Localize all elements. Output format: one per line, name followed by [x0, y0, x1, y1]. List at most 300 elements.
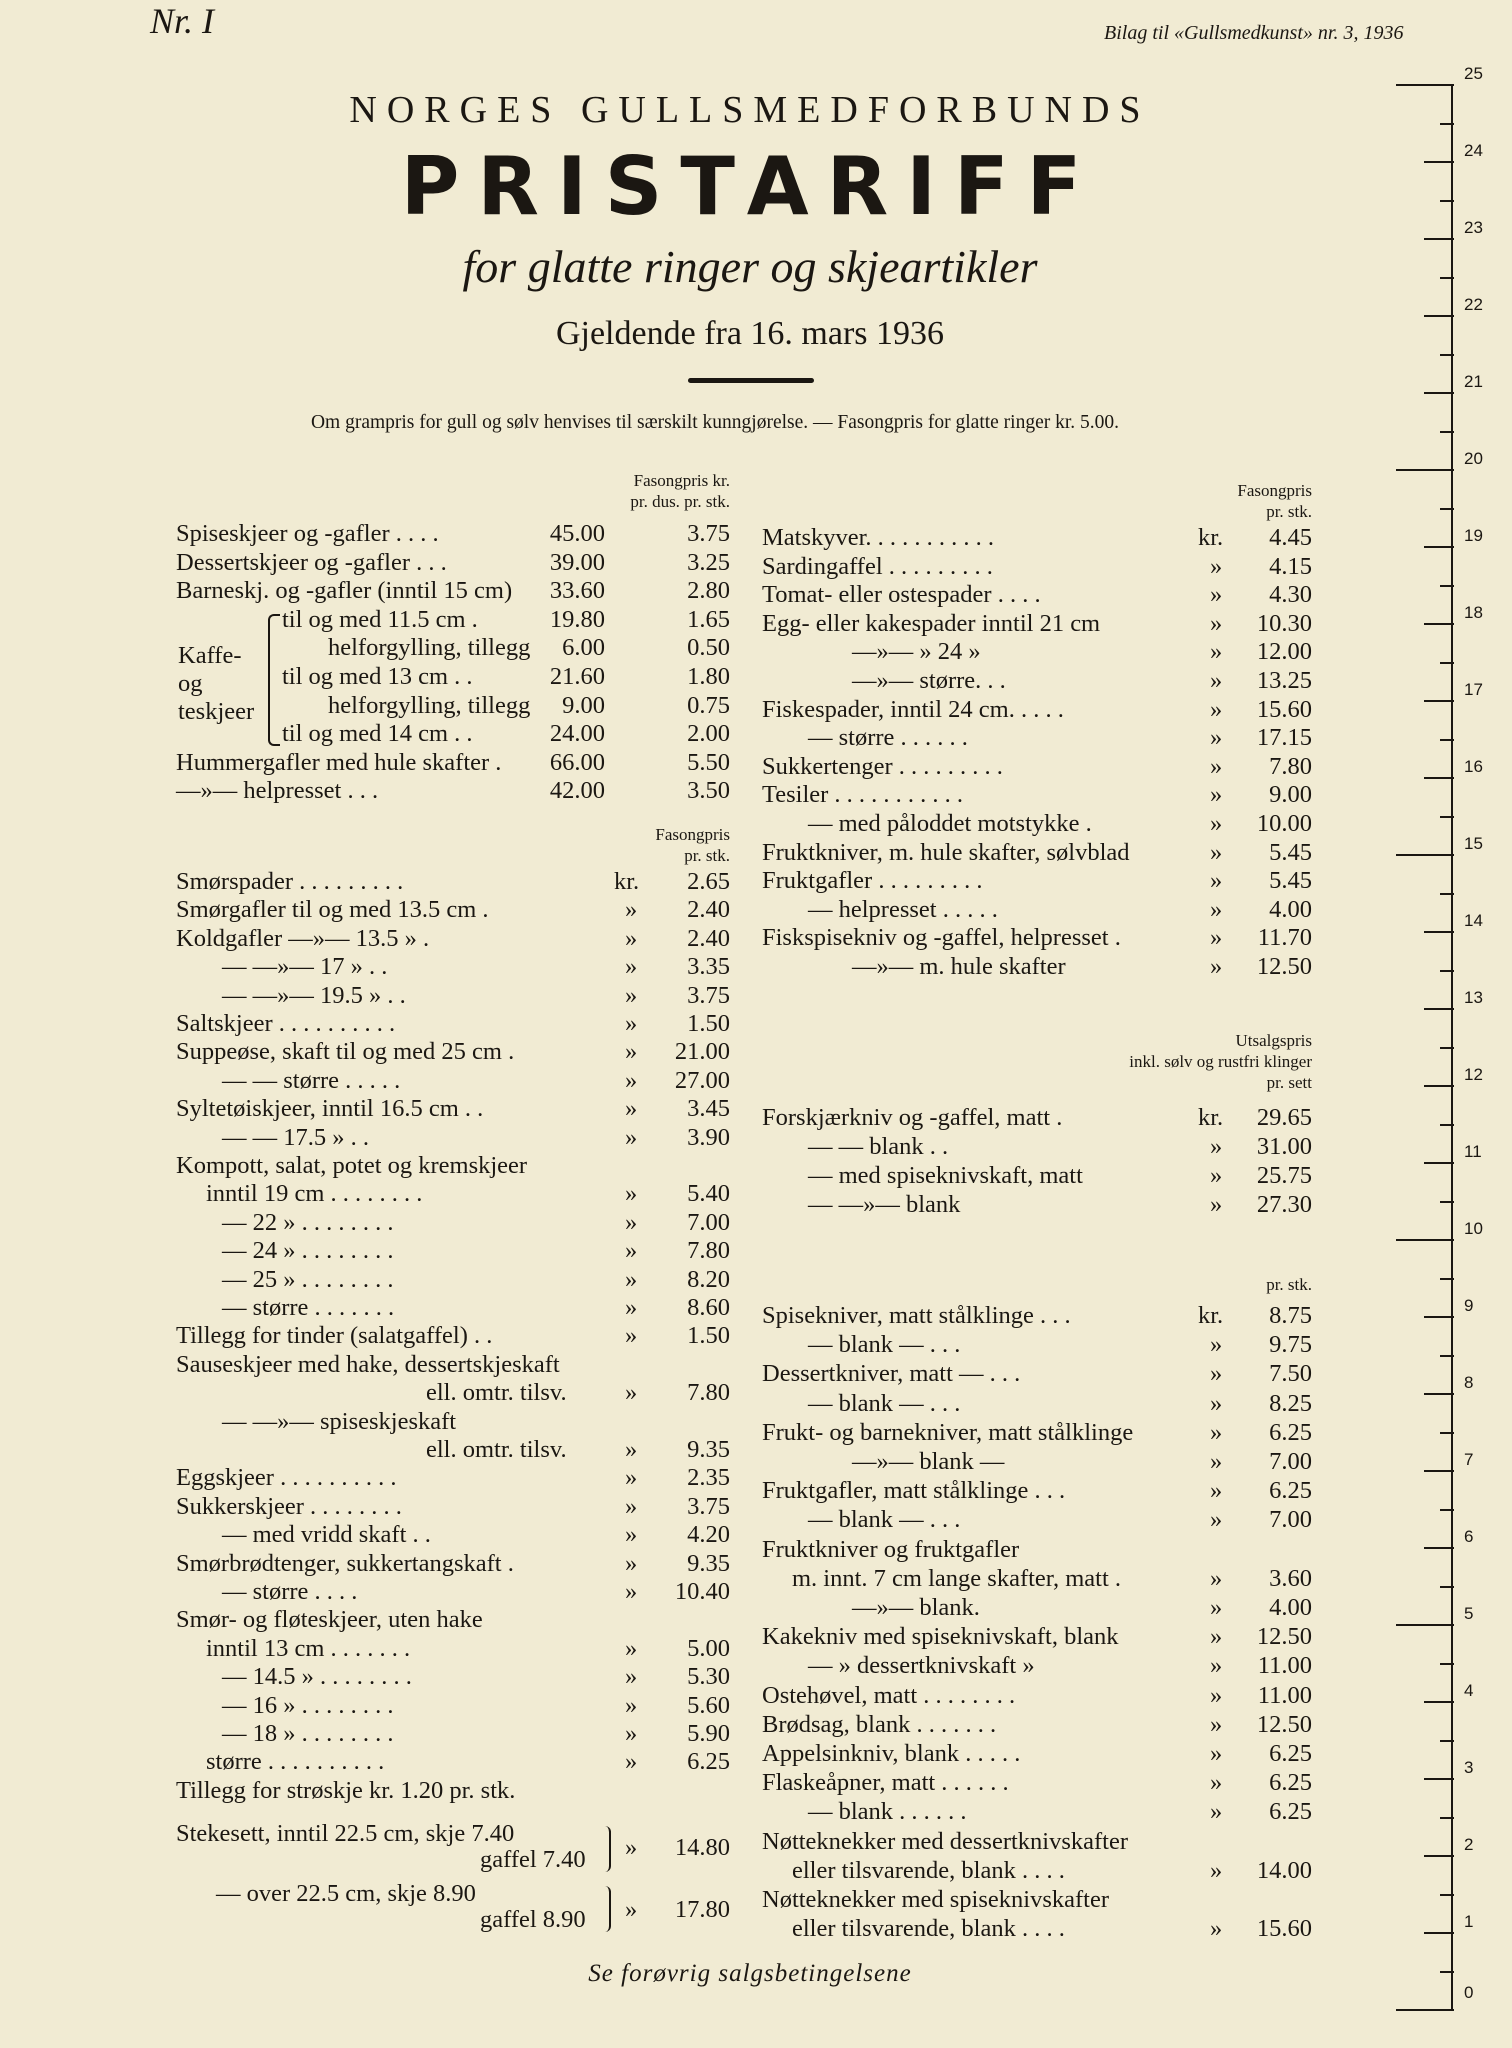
price-value: 7.00: [1269, 1506, 1312, 1533]
price-row: [762, 1565, 1322, 1593]
ruler-label: 15: [1464, 834, 1483, 853]
ruler-label: 25: [1464, 64, 1483, 83]
price-row-label: Eggskjeer . . . . . . . . . .: [176, 1464, 397, 1491]
price-row: [176, 1692, 736, 1720]
price-value: 15.60: [1256, 696, 1312, 723]
document-title: PRISTARIFF: [400, 140, 1100, 233]
price-per-dozen: 24.00: [549, 720, 605, 747]
ruler-label: 12: [1464, 1065, 1483, 1084]
ruler-cm-tick: [1396, 469, 1454, 471]
price-row-label: Dessertkniver, matt — . . .: [762, 1360, 1021, 1387]
ruler-cm-tick: [1424, 238, 1454, 240]
price-row-label: — — større . . . . .: [222, 1067, 401, 1094]
price-row: [762, 896, 1322, 924]
price-unit: »: [1210, 581, 1223, 608]
price-row-label: Fruktkniver og fruktgafler: [762, 1536, 1020, 1563]
price-value: 7.00: [687, 1209, 730, 1236]
price-unit: »: [1210, 1594, 1223, 1621]
price-row: [762, 810, 1322, 838]
price-unit: »: [1210, 1477, 1223, 1504]
price-row: [762, 1506, 1322, 1534]
price-row-label: —»— større. . .: [852, 667, 1006, 694]
price-row: [176, 634, 736, 662]
price-row: [762, 1419, 1322, 1447]
price-per-dozen: 21.60: [549, 663, 605, 690]
left-header-1: [560, 470, 730, 512]
right-header-2-line2: inkl. sølv og rustfri klinger: [1129, 1052, 1312, 1071]
price-unit: »: [1210, 1623, 1223, 1650]
left-header-2-line2: pr. stk.: [684, 846, 730, 865]
price-row-label: — — 17.5 » . .: [222, 1124, 369, 1151]
price-unit: »: [1210, 1191, 1223, 1218]
price-unit: »: [625, 1748, 638, 1775]
price-row: [176, 549, 736, 577]
price-value: 11.00: [1257, 1652, 1312, 1679]
ruler-cm-tick: [1424, 1316, 1454, 1318]
price-per-dozen: 33.60: [549, 577, 605, 604]
price-row: [176, 692, 736, 720]
price-row: [762, 1798, 1322, 1826]
price-row-label: Tillegg for strøskje kr. 1.20 pr. stk.: [176, 1777, 516, 1804]
price-unit: »: [1210, 924, 1223, 951]
price-row-label: Frukt- og barnekniver, matt stålklinge: [762, 1419, 1134, 1446]
price-row: [176, 1067, 736, 1095]
price-row: [762, 553, 1322, 581]
price-per-piece: 2.00: [687, 720, 730, 747]
price-value: 6.25: [1269, 1798, 1312, 1825]
price-row-label: — 22 » . . . . . . . .: [222, 1209, 394, 1236]
pricing-note: Om grampris for gull og sølv henvises til særskilt kunngjørelse. — Fasongpris for glatte ringer kr. 5.00.: [310, 412, 1120, 433]
price-value: 3.45: [687, 1095, 730, 1122]
price-row: [176, 1748, 736, 1776]
price-row: [762, 1623, 1322, 1651]
price-row-label: — blank . . . . . .: [808, 1798, 967, 1825]
left-header-2-line1: Fasongpris: [655, 825, 730, 844]
price-unit: »: [1210, 1682, 1223, 1709]
price-value: 8.75: [1269, 1302, 1312, 1329]
price-unit: »: [625, 1322, 638, 1349]
ruler-cm-tick: [1424, 931, 1454, 933]
price-per-piece: 3.50: [687, 777, 730, 804]
price-row: [176, 663, 736, 691]
price-unit: »: [625, 1720, 638, 1747]
price-unit: »: [625, 1521, 638, 1548]
price-unit: »: [625, 1294, 638, 1321]
price-row-label: Sauseskjeer med hake, dessertskjeskaft: [176, 1351, 560, 1378]
price-unit: »: [1210, 896, 1223, 923]
price-row: [762, 1104, 1322, 1132]
price-value: 5.30: [687, 1663, 730, 1690]
price-value: 3.60: [1269, 1565, 1312, 1592]
ruler-cm-tick: [1424, 315, 1454, 317]
ruler-cm-tick: [1396, 2009, 1454, 2011]
stekesett-a-unit: »: [625, 1834, 638, 1861]
price-unit: »: [625, 1692, 638, 1719]
ruler-half-tick: [1440, 508, 1454, 510]
price-row-label: — —»— 19.5 » . .: [222, 982, 406, 1009]
price-value: 17.15: [1256, 724, 1312, 751]
price-row-label: Dessertskjeer og -gafler . . .: [176, 549, 447, 576]
right-header-2-line1: Utsalgspris: [1235, 1031, 1312, 1050]
price-row-label: — helpresset . . . . .: [808, 896, 998, 923]
price-unit: »: [1210, 696, 1223, 723]
price-row-label: eller tilsvarende, blank . . . .: [792, 1857, 1065, 1884]
price-unit: »: [625, 953, 638, 980]
price-row-label: til og med 13 cm . .: [282, 663, 473, 690]
price-value: 6.25: [1269, 1740, 1312, 1767]
price-per-piece: 2.80: [687, 577, 730, 604]
price-row-label: eller tilsvarende, blank . . . .: [792, 1915, 1065, 1942]
price-value: 4.45: [1269, 524, 1312, 551]
ruler-half-tick: [1440, 1124, 1454, 1126]
ruler-cm-tick: [1424, 1470, 1454, 1472]
stekesett-row-a-price: [176, 1834, 736, 1862]
right-header-2-line3: pr. sett: [1266, 1073, 1312, 1092]
ruler-cm-tick: [1396, 854, 1454, 856]
price-row-label: — 18 » . . . . . . . .: [222, 1720, 394, 1747]
price-unit: »: [625, 1493, 638, 1520]
ruler-label: 7: [1464, 1450, 1474, 1469]
price-value: 2.40: [687, 925, 730, 952]
ruler-half-tick: [1440, 1201, 1454, 1203]
price-row: [762, 1594, 1322, 1622]
price-row-label: Fiskespader, inntil 24 cm. . . . .: [762, 696, 1064, 723]
ruler-half-tick: [1440, 1047, 1454, 1049]
price-row-label: Flaskeåpner, matt . . . . . .: [762, 1769, 1009, 1796]
price-unit: »: [625, 1180, 638, 1207]
price-per-piece: 0.75: [687, 692, 730, 719]
price-row-label: Tillegg for tinder (salatgaffel) . .: [176, 1322, 493, 1349]
price-row-label: —»— m. hule skafter: [852, 953, 1066, 980]
kaffe-label-line1: Kaffe-: [178, 642, 242, 669]
ruler-label: 0: [1464, 1983, 1474, 2002]
document-number: Nr. I: [150, 1, 215, 41]
price-row: [176, 1379, 736, 1407]
price-unit: »: [1210, 1711, 1223, 1738]
price-value: 9.35: [687, 1550, 730, 1577]
price-value: 9.00: [1269, 781, 1312, 808]
price-unit: kr.: [614, 868, 640, 895]
ruler-label: 19: [1464, 526, 1483, 545]
price-unit: »: [1210, 1390, 1223, 1417]
price-row-label: Saltskjeer . . . . . . . . . .: [176, 1010, 396, 1037]
price-unit: »: [625, 1038, 638, 1065]
organization-name: NORGES GULLSMEDFORBUNDS: [349, 89, 1151, 131]
price-row: [176, 1038, 736, 1066]
price-value: 10.00: [1256, 810, 1312, 837]
price-unit: »: [1210, 1162, 1223, 1189]
supplement-note: Bilag til «Gullsmedkunst» nr. 3, 1936: [1104, 22, 1404, 44]
price-value: 6.25: [1269, 1477, 1312, 1504]
price-row: [762, 524, 1322, 552]
price-unit: »: [1210, 1915, 1223, 1942]
ruler-half-tick: [1440, 354, 1454, 356]
price-row-label: Koldgafler —»— 13.5 » .: [176, 925, 430, 952]
price-unit: »: [625, 1635, 638, 1662]
ruler-cm-tick: [1424, 1932, 1454, 1934]
ruler-label: 3: [1464, 1758, 1474, 1777]
price-value: 4.30: [1269, 581, 1312, 608]
price-row-label: Brødsag, blank . . . . . . .: [762, 1711, 997, 1738]
price-unit: »: [1210, 1740, 1223, 1767]
price-value: 2.40: [687, 896, 730, 923]
price-unit: »: [625, 1578, 638, 1605]
ruler-cm-tick: [1396, 1239, 1454, 1241]
price-unit: »: [625, 1209, 638, 1236]
price-value: 7.80: [687, 1379, 730, 1406]
price-row: [176, 953, 736, 981]
price-row-label: —»— » 24 »: [852, 638, 981, 665]
price-row: [176, 1635, 736, 1663]
price-row: [176, 1521, 736, 1549]
price-row: [176, 1720, 736, 1748]
ruler-half-tick: [1440, 1663, 1454, 1665]
price-value: 14.00: [1256, 1857, 1312, 1884]
price-row: [176, 1095, 736, 1123]
price-value: 6.25: [687, 1748, 730, 1775]
price-unit: »: [1210, 1798, 1223, 1825]
ruler-label: 24: [1464, 141, 1483, 160]
right-header-1: [1180, 480, 1312, 522]
price-row-label: Spisekniver, matt stålklinge . . .: [762, 1302, 1071, 1329]
price-row-label: Sukkertenger . . . . . . . . .: [762, 753, 1003, 780]
price-value: 7.00: [1269, 1448, 1312, 1475]
price-unit: »: [1210, 753, 1223, 780]
price-row: [762, 1886, 1322, 1914]
price-unit: »: [1210, 1652, 1223, 1679]
price-unit: »: [1210, 1360, 1223, 1387]
price-row: [176, 1322, 736, 1350]
price-unit: »: [625, 1464, 638, 1491]
price-value: 5.90: [687, 1720, 730, 1747]
price-value: 11.00: [1257, 1682, 1312, 1709]
price-row-label: Fiskspisekniv og -gaffel, helpresset .: [762, 924, 1121, 951]
price-row-label: Hummergafler med hule skafter .: [176, 749, 502, 776]
price-row: [176, 606, 736, 634]
ruler-half-tick: [1440, 893, 1454, 895]
price-value: 12.50: [1256, 1623, 1312, 1650]
price-value: 9.35: [687, 1436, 730, 1463]
title-rule: [688, 378, 814, 383]
price-row-label: — 24 » . . . . . . . .: [222, 1237, 394, 1264]
price-value: 8.25: [1269, 1390, 1312, 1417]
price-row: [762, 1191, 1322, 1219]
ruler-label: 22: [1464, 295, 1483, 314]
ruler-cm-tick: [1424, 1855, 1454, 1857]
price-per-dozen: 42.00: [549, 777, 605, 804]
ruler-half-tick: [1440, 816, 1454, 818]
price-value: 12.50: [1256, 953, 1312, 980]
price-row: [176, 1493, 736, 1521]
price-row-label: —»— blank —: [852, 1448, 1005, 1475]
ruler-half-tick: [1440, 1355, 1454, 1357]
right-header-2: [1000, 1030, 1312, 1093]
price-unit: »: [1210, 867, 1223, 894]
price-value: 10.30: [1256, 610, 1312, 637]
price-value: 9.75: [1269, 1331, 1312, 1358]
price-row-label: — større . . . .: [222, 1578, 358, 1605]
price-row-label: Fruktgafler, matt stålklinge . . .: [762, 1477, 1066, 1504]
price-row: [762, 1857, 1322, 1885]
price-per-dozen: 39.00: [549, 549, 605, 576]
price-row: [762, 781, 1322, 809]
right-header-1-line2: pr. stk.: [1266, 502, 1312, 521]
measuring-ruler: [1396, 84, 1454, 2010]
ruler-label: 18: [1464, 603, 1483, 622]
price-value: 29.65: [1256, 1104, 1312, 1131]
price-row: [176, 868, 736, 896]
price-row-label: Fruktgafler . . . . . . . . .: [762, 867, 983, 894]
price-row-label: Sardingaffel . . . . . . . . .: [762, 553, 993, 580]
price-row-label: Tesiler . . . . . . . . . . .: [762, 781, 964, 808]
price-unit: »: [1210, 638, 1223, 665]
price-row: [762, 1536, 1322, 1564]
price-unit: »: [1210, 781, 1223, 808]
price-row: [762, 1682, 1322, 1710]
price-value: 7.80: [687, 1237, 730, 1264]
price-row: [762, 610, 1322, 638]
price-row: [762, 1331, 1322, 1359]
price-row-label: — » dessertknivskaft »: [808, 1652, 1035, 1679]
price-row: [762, 753, 1322, 781]
price-value: 8.20: [687, 1266, 730, 1293]
document-subtitle: for glatte ringer og skjeartikler: [462, 241, 1038, 292]
price-row: [176, 982, 736, 1010]
price-value: 5.00: [687, 1635, 730, 1662]
ruler-cm-tick: [1424, 1778, 1454, 1780]
price-row: [762, 867, 1322, 895]
price-row: [762, 1915, 1322, 1943]
price-value: 11.70: [1257, 924, 1312, 951]
right-header-3-line1: pr. stk.: [1266, 1275, 1312, 1294]
price-unit: »: [625, 1436, 638, 1463]
ruler-cm-tick: [1424, 623, 1454, 625]
price-row-label: — —»— spiseskjeskaft: [222, 1408, 457, 1435]
price-row: [176, 1550, 736, 1578]
price-value: 3.75: [687, 1493, 730, 1520]
price-row: [762, 1133, 1322, 1161]
price-row-label: — med påloddet motstykke .: [808, 810, 1092, 837]
price-row: [762, 724, 1322, 752]
ruler-label: 10: [1464, 1219, 1483, 1238]
price-unit: »: [625, 1237, 638, 1264]
price-row: [762, 696, 1322, 724]
ruler-label: 23: [1464, 218, 1483, 237]
price-row: [762, 1448, 1322, 1476]
price-row-label: — — blank . .: [808, 1133, 949, 1160]
price-per-piece: 1.80: [687, 663, 730, 690]
price-row: [176, 1777, 736, 1805]
price-row-label: Nøtteknekker med dessertknivskafter: [762, 1828, 1129, 1855]
price-row-label: — blank — . . .: [808, 1331, 961, 1358]
price-row-label: Tomat- eller ostespader . . . .: [762, 581, 1041, 608]
price-row: [176, 1606, 736, 1634]
ruler-half-tick: [1440, 739, 1454, 741]
price-unit: »: [625, 1124, 638, 1151]
price-row-label: Ostehøvel, matt . . . . . . . .: [762, 1682, 1016, 1709]
kaffe-label-line3: teskjeer: [178, 698, 255, 725]
stekesett-b-unit: »: [625, 1896, 638, 1923]
price-row-label: Appelsinkniv, blank . . . . .: [762, 1740, 1021, 1767]
price-row: [762, 924, 1322, 952]
price-row-label: Matskyver. . . . . . . . . . .: [762, 524, 995, 551]
price-value: 7.50: [1269, 1360, 1312, 1387]
price-row: [762, 839, 1322, 867]
price-row: [176, 1124, 736, 1152]
price-row: [762, 1828, 1322, 1856]
price-row: [176, 925, 736, 953]
stekesett-a2-label: gaffel 7.40: [480, 1846, 586, 1873]
ruler-label: 6: [1464, 1527, 1474, 1546]
kaffe-label-line2: og: [178, 670, 203, 697]
price-row-label: Smørgafler til og med 13.5 cm .: [176, 896, 489, 923]
price-per-dozen: 45.00: [549, 520, 605, 547]
price-value: 5.45: [1269, 867, 1312, 894]
price-value: 7.80: [1269, 753, 1312, 780]
stekesett-b2-label: gaffel 8.90: [480, 1906, 586, 1933]
price-row-label: inntil 13 cm . . . . . . .: [206, 1635, 411, 1662]
ruler-label: 2: [1464, 1835, 1474, 1854]
price-per-piece: 3.75: [687, 520, 730, 547]
price-row: [762, 667, 1322, 695]
left-header-2: [600, 824, 730, 866]
price-value: 3.90: [687, 1124, 730, 1151]
price-value: 4.15: [1269, 553, 1312, 580]
price-row: [762, 1711, 1322, 1739]
price-row: [176, 777, 736, 805]
price-unit: »: [625, 1663, 638, 1690]
price-row-label: Smør- og fløteskjeer, uten hake: [176, 1606, 483, 1633]
price-value: 4.20: [687, 1521, 730, 1548]
price-value: 31.00: [1256, 1133, 1312, 1160]
ruler-cm-tick: [1424, 777, 1454, 779]
ruler-label: 1: [1464, 1912, 1474, 1931]
ruler-half-tick: [1440, 1817, 1454, 1819]
price-per-dozen: 9.00: [562, 692, 605, 719]
ruler-half-tick: [1440, 1740, 1454, 1742]
ruler-cm-tick: [1424, 1701, 1454, 1703]
ruler-half-tick: [1440, 1971, 1454, 1973]
price-row: [176, 1408, 736, 1436]
price-row-label: — 14.5 » . . . . . . . .: [222, 1663, 412, 1690]
ruler-label: 16: [1464, 757, 1483, 776]
price-per-piece: 5.50: [687, 749, 730, 776]
price-row-label: ell. omtr. tilsv.: [426, 1379, 567, 1406]
price-value: 4.00: [1269, 896, 1312, 923]
ruler-cm-tick: [1424, 392, 1454, 394]
price-row-label: Suppeøse, skaft til og med 25 cm .: [176, 1038, 515, 1065]
ruler-cm-tick: [1424, 1393, 1454, 1395]
ruler-half-tick: [1440, 662, 1454, 664]
price-unit: »: [1210, 553, 1223, 580]
price-row-label: Syltetøiskjeer, inntil 16.5 cm . .: [176, 1095, 484, 1122]
price-unit: »: [625, 1379, 638, 1406]
price-unit: »: [1210, 839, 1223, 866]
ruler-label: 21: [1464, 372, 1483, 391]
price-row: [176, 1351, 736, 1379]
price-unit: kr.: [1198, 524, 1224, 551]
price-unit: »: [625, 1067, 638, 1094]
price-row: [762, 638, 1322, 666]
price-unit: »: [1210, 1769, 1223, 1796]
price-per-dozen: 66.00: [549, 749, 605, 776]
ruler-half-tick: [1440, 277, 1454, 279]
price-unit: »: [625, 1010, 638, 1037]
price-row-label: Kompott, salat, potet og kremskjeer: [176, 1152, 528, 1179]
price-unit: »: [1210, 1857, 1223, 1884]
price-row-label: Forskjærkniv og -gaffel, matt .: [762, 1104, 1063, 1131]
price-per-piece: 3.25: [687, 549, 730, 576]
